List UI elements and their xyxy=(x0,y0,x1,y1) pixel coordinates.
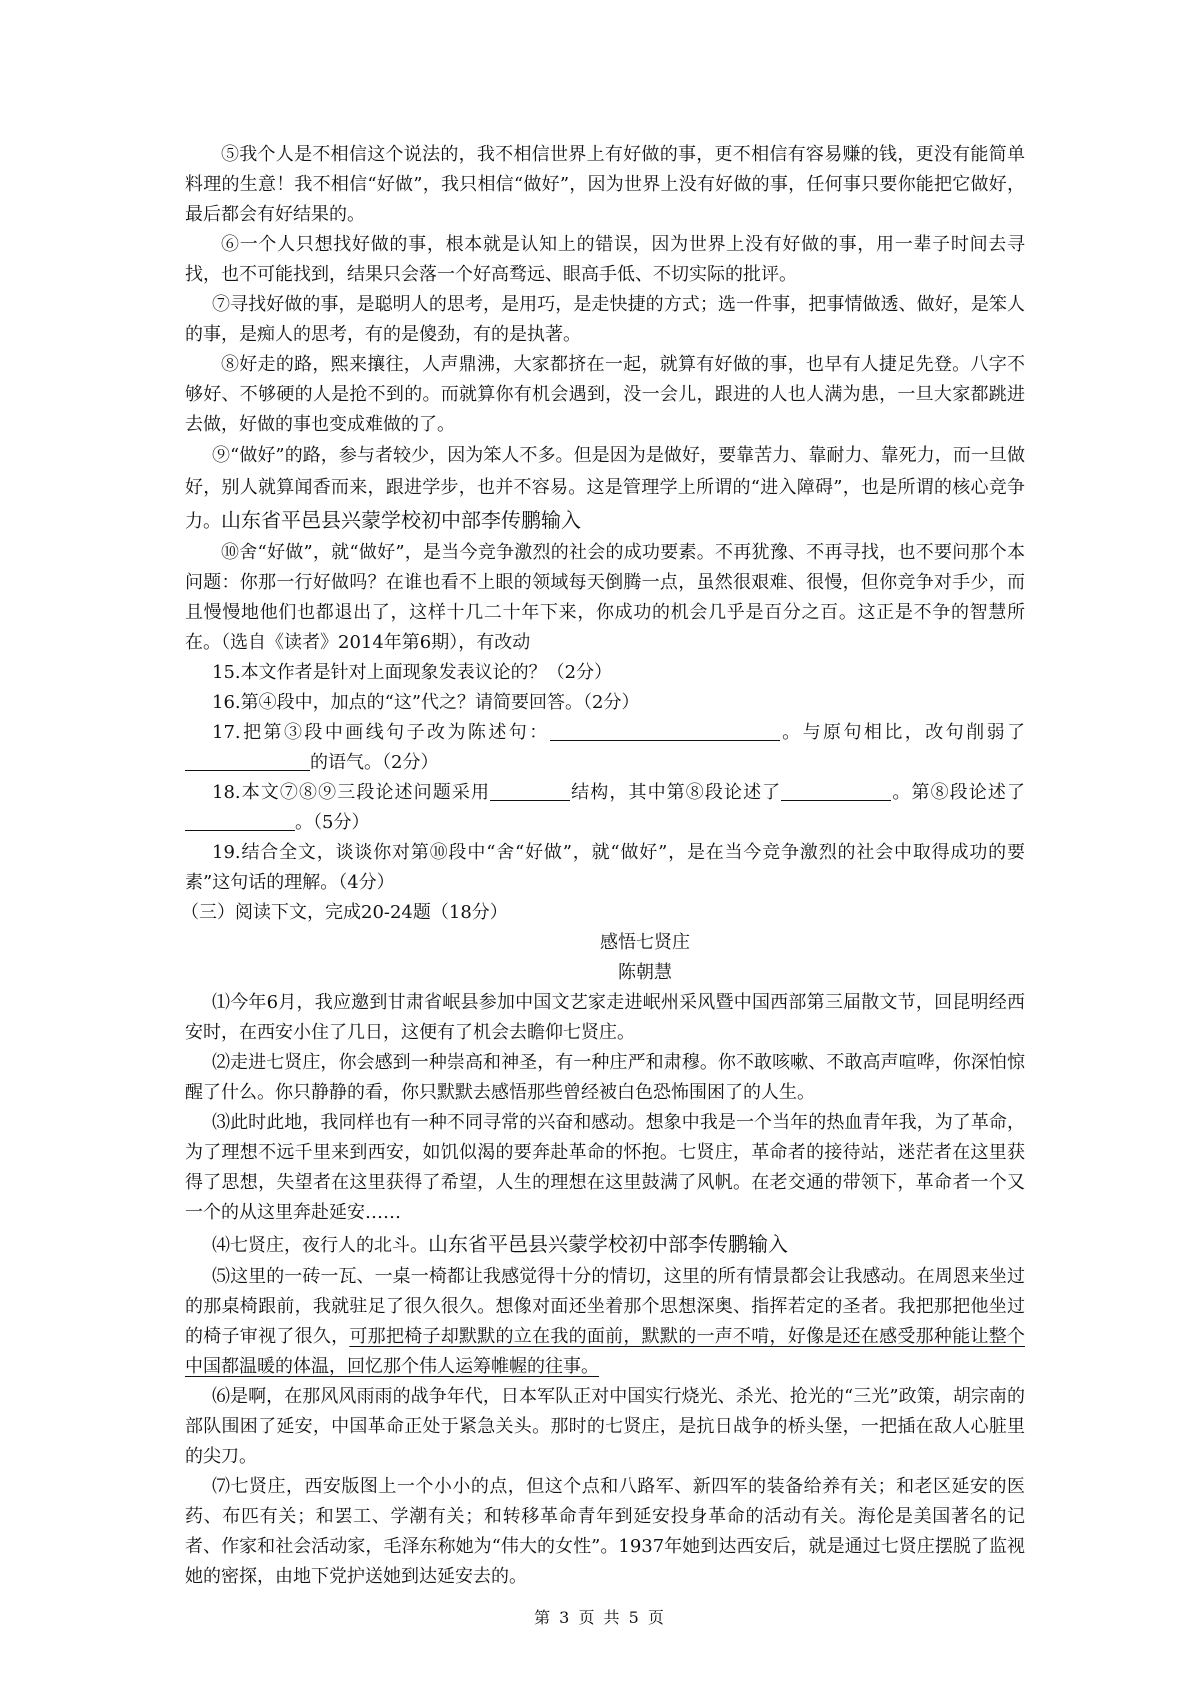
article-paragraph-5-text: ⑸这里的一砖一瓦、一桌一椅都让我感觉得十分的情切，这里的所有情景都会让我感动。在周恩来坐过的那桌椅跟前，我就驻足了很久很久。想像对面还坐着那个思想深奥、指挥若定的圣者。我把那把他坐过的椅子审视了很久， xyxy=(185,1266,1025,1347)
paragraph-10: ⑩舍“好做”，就“做好”，是当今竞争激烈的社会的成功要素。不再犹豫、不再寻找，也不要问那个本问题：你那一行好做吗？在谁也看不上眼的领域每天倒腾一点，虽然很艰难、很慢，但你竞争对手少，而且慢慢地他们也都退出了，这样十几二十年下来，你成功的机会几乎是百分之百。这正是不争的智慧所在。（选自《读者》2014年第6期），有改动 xyxy=(185,542,1025,653)
article-paragraph-2: ⑵走进七贤庄，你会感到一种崇高和神圣，有一种庄严和肃穆。你不敢咳嗽、不敢高声喧哗，你深怕惊醒了什么。你只静静的看，你只默默去感悟那些曾经被白色恐怖围困了的人生。 xyxy=(185,1052,1025,1103)
article-paragraph-7: ⑺七贤庄，西安版图上一个小小的点，但这个点和八路军、新四军的装备给养有关；和老区延安的医药、布匹有关；和罢工、学潮有关；和转移革命青年到延安投身革命的活动有关。海伦是美国著名的记者、作家和社会活动家，毛泽东称她为“伟大的女性”。1937年她到达西安后，就是通过七贤庄摆脱了监视她的密探，由地下党护送她到达延安去的。 xyxy=(185,1476,1025,1587)
question-18 xyxy=(185,778,1025,838)
question-18-part-a: 18.本文⑦⑧⑨三段论述问题采用 xyxy=(212,782,491,803)
paragraph-5: ⑤我个人是不相信这个说法的，我不相信世界上有好做的事，更不相信有容易赚的钱，更没有能简单料理的生意！我不相信“好做”，我只相信“做好”，因为世界上没有好做的事，任何事只要你能把它做好，最后都会有好结果的。 xyxy=(185,144,1025,225)
article-paragraph-6: ⑹是啊，在那风风雨雨的战争年代，日本军队正对中国实行烧光、杀光、抢光的“三光”政策，胡宗南的部队围困了延安，中国革命正处于紧急关头。那时的七贤庄，是抗日战争的桥头堡，一把插在敌人心脏里的尖刀。 xyxy=(185,1386,1025,1467)
answer-blank-18c[interactable] xyxy=(185,810,295,831)
article-paragraph-3: ⑶此时此地，我同样也有一种不同寻常的兴奋和感动。想象中我是一个当年的热血青年我，为了革命，为了理想不远千里来到西安，如饥似渴的要奔赴革命的怀抱。七贤庄，革命者的接待站，迷茫者在这里获得了思想，失望者在这里获得了希望，人生的理想在这里鼓满了风帆。在老交通的带领下，革命者一个又一个的从这里奔赴延安…… xyxy=(185,1112,1025,1223)
article-paragraph-1: ⑴今年6月，我应邀到甘肃省岷县参加中国文艺家走进岷州采风暨中国西部第三届散文节，回昆明经西安时，在西安小住了几日，这便有了机会去瞻仰七贤庄。 xyxy=(185,992,1025,1043)
answer-blank-17a[interactable] xyxy=(550,720,780,741)
paragraph-7: ⑦寻找好做的事，是聪明人的思考，是用巧，是走快捷的方式；选一件事，把事情做透、做好，是笨人的事，是痴人的思考，有的是傻劲，有的是执著。 xyxy=(185,294,1025,345)
answer-blank-18b[interactable] xyxy=(781,780,891,801)
article-paragraph-4 xyxy=(185,1228,1025,1262)
article-paragraph-4-text: ⑷七贤庄，夜行人的北斗。 xyxy=(212,1235,428,1256)
page-content xyxy=(181,140,1026,1592)
underlined-sentence: 可那把椅子却默默的立在我的面前，默默的一声不啃，好像是还在感受那种能让整个中国都温暖的体温，回忆那个伟人运筹帷幄的往事。 xyxy=(185,1326,1026,1377)
question-17-part-c: 的语气。（2分） xyxy=(310,752,439,773)
question-17-part-b: 。与原句相比，改句削弱了 xyxy=(779,722,1026,743)
article-author: 陈朝慧 xyxy=(618,962,672,983)
paragraph-6: ⑥一个人只想找好做的事，根本就是认知上的错误，因为世界上没有好做的事，用一辈子时间去寻找，也不可能找到，结果只会落一个好高骛远、眼高手低、不切实际的批评。 xyxy=(185,234,1025,285)
article-paragraph-5 xyxy=(185,1262,1025,1382)
question-15: 15.本文作者是针对上面现象发表议论的？（2分） xyxy=(212,662,613,683)
question-18-part-c: 。第⑧段论述了 xyxy=(891,782,1026,803)
article-title: 感悟七贤庄 xyxy=(600,932,690,953)
paragraph-8: ⑧好走的路，熙来攘往，人声鼎沸，大家都挤在一起，就算有好做的事，也早有人捷足先登。八字不够好、不够硬的人是抢不到的。而就算你有机会遇到，没一会儿，跟进的人也人满为患，一旦大家都跳进去做，好做的事也变成难做的了。 xyxy=(185,354,1025,435)
page-footer: 第 3 页 共 5 页 xyxy=(534,1608,666,1627)
question-18-part-d: 。（5分） xyxy=(295,812,370,833)
question-17-part-a: 17.把第③段中画线句子改为陈述句： xyxy=(212,722,550,743)
section-3-heading: （三）阅读下文，完成20-24题（18分） xyxy=(181,902,508,923)
paragraph-9-text: ⑨“做好”的路，参与者较少，因为笨人不多。但是因为是做好，要靠苦力、靠耐力、靠死力，而一旦做好，别人就算闻香而来，跟进学步，也并不容易。这是管理学上所谓的“进入障碍”，也是所谓的核心竞争力。 xyxy=(185,445,1025,532)
question-16: 16.第④段中，加点的“这”代之？请简要回答。（2分） xyxy=(212,692,640,713)
question-18-part-b: 结构，其中第⑧段论述了 xyxy=(570,782,782,803)
question-19: 19.结合全文，谈谈你对第⑩段中“舍“好做”，就“做好”，是在当今竞争激烈的社会中取得成功的要素”这句话的理解。（4分） xyxy=(185,842,1025,893)
answer-blank-18a[interactable] xyxy=(490,780,570,801)
answer-blank-17b[interactable] xyxy=(185,750,310,771)
paragraph-9 xyxy=(185,440,1025,538)
question-17 xyxy=(185,718,1025,778)
input-credit-2: 山东省平邑县兴蒙学校初中部李传鹏输入 xyxy=(428,1232,788,1256)
input-credit: 山东省平邑县兴蒙学校初中部李传鹏输入 xyxy=(221,508,581,532)
